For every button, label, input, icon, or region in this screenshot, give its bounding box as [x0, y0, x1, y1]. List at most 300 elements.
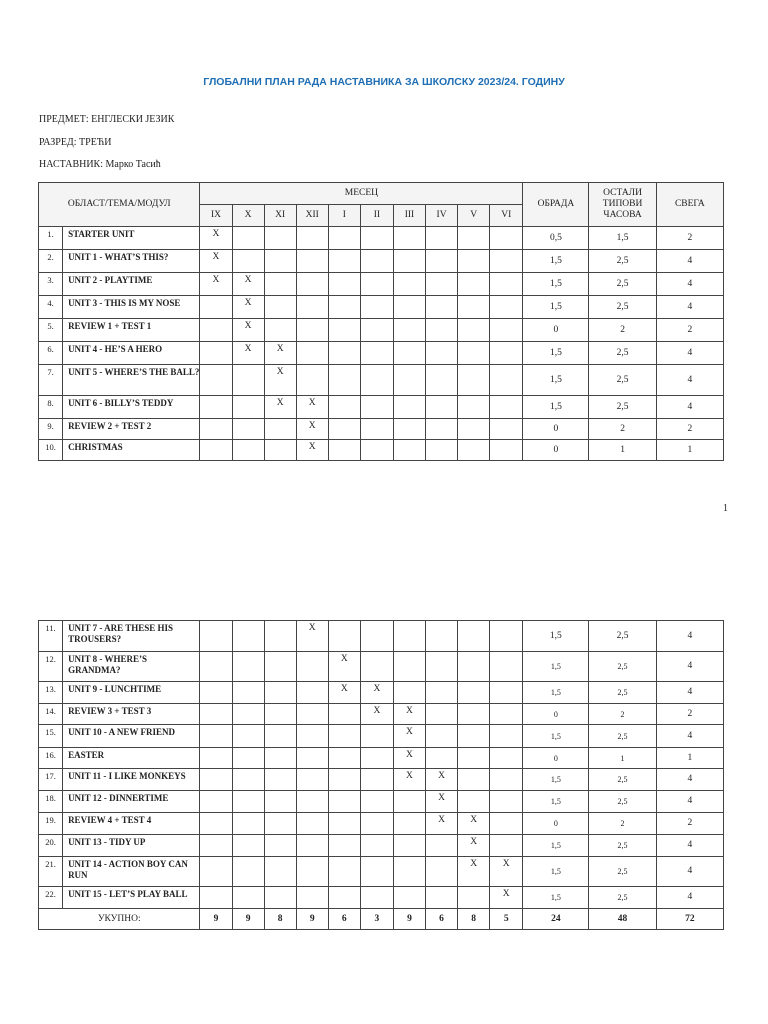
month-mark	[328, 887, 360, 909]
month-mark: X	[426, 813, 458, 835]
row-topic: REVIEW 4 + TEST 4	[63, 813, 200, 835]
month-mark	[200, 621, 232, 652]
row-number: 7.	[39, 365, 63, 396]
month-mark	[426, 835, 458, 857]
month-mark	[232, 621, 264, 652]
month-mark	[200, 791, 232, 813]
row-topic: REVIEW 1 + TEST 1	[63, 319, 200, 342]
row-ostali: 2,5	[589, 857, 656, 887]
month-mark	[296, 250, 328, 273]
month-mark	[490, 652, 523, 682]
month-mark	[328, 813, 360, 835]
month-mark	[426, 419, 458, 440]
row-obrada: 1,5	[523, 342, 589, 365]
month-mark: X	[200, 273, 232, 296]
row-topic: UNIT 9 - LUNCHTIME	[63, 682, 200, 704]
month-mark	[490, 813, 523, 835]
row-ostali: 2,5	[589, 296, 656, 319]
row-obrada: 0	[523, 704, 589, 725]
row-ostali: 2	[589, 813, 656, 835]
total-month: 8	[458, 909, 490, 930]
month-mark	[200, 296, 232, 319]
row-obrada: 0	[523, 748, 589, 769]
total-label: УКУПНО:	[39, 909, 200, 930]
row-svega: 1	[656, 748, 723, 769]
row-svega: 4	[656, 769, 723, 791]
row-svega: 4	[656, 342, 723, 365]
month-mark: X	[296, 440, 328, 461]
grade-line: РАЗРЕД: ТРЕЋИ	[39, 137, 112, 148]
total-month: 9	[232, 909, 264, 930]
total-month: 5	[490, 909, 523, 930]
month-mark	[264, 748, 296, 769]
month-mark	[232, 887, 264, 909]
total-month: 8	[264, 909, 296, 930]
month-mark	[360, 621, 393, 652]
row-svega: 4	[656, 652, 723, 682]
row-svega: 2	[656, 227, 723, 250]
row-ostali: 2,5	[589, 621, 656, 652]
row-obrada: 0,5	[523, 227, 589, 250]
month-mark	[360, 296, 393, 319]
row-svega: 1	[656, 440, 723, 461]
row-number: 1.	[39, 227, 63, 250]
month-mark	[264, 250, 296, 273]
month-mark	[200, 769, 232, 791]
month-mark	[458, 791, 490, 813]
header-month-iii: III	[393, 205, 425, 227]
row-topic: UNIT 8 - WHERE’S GRANDMA?	[63, 652, 200, 682]
row-svega: 4	[656, 273, 723, 296]
header-month-x: X	[232, 205, 264, 227]
table-row	[39, 887, 724, 909]
row-topic: STARTER UNIT	[63, 227, 200, 250]
month-mark	[296, 227, 328, 250]
table-row	[39, 725, 724, 748]
row-svega: 4	[656, 682, 723, 704]
month-mark	[328, 250, 360, 273]
row-svega: 4	[656, 365, 723, 396]
row-topic: UNIT 14 - ACTION BOY CAN RUN	[63, 857, 200, 887]
month-mark	[232, 250, 264, 273]
row-obrada: 1,5	[523, 273, 589, 296]
row-number: 15.	[39, 725, 63, 748]
month-mark	[458, 396, 490, 419]
month-mark	[296, 813, 328, 835]
row-obrada: 1,5	[523, 835, 589, 857]
month-mark	[264, 682, 296, 704]
month-mark	[393, 887, 425, 909]
month-mark	[426, 365, 458, 396]
row-obrada: 0	[523, 319, 589, 342]
row-topic: UNIT 5 - WHERE’S THE BALL?	[63, 365, 200, 396]
row-obrada: 1,5	[523, 725, 589, 748]
month-mark	[426, 396, 458, 419]
month-mark	[426, 748, 458, 769]
month-mark	[458, 682, 490, 704]
month-mark	[458, 748, 490, 769]
row-number: 21.	[39, 857, 63, 887]
month-mark	[328, 791, 360, 813]
month-mark	[458, 621, 490, 652]
total-ostali: 48	[589, 909, 656, 930]
row-ostali: 2,5	[589, 342, 656, 365]
header-obrada: ОБРАДА	[523, 183, 589, 227]
month-mark	[264, 725, 296, 748]
month-mark	[200, 419, 232, 440]
row-number: 8.	[39, 396, 63, 419]
month-mark	[458, 250, 490, 273]
month-mark	[360, 725, 393, 748]
month-mark	[296, 857, 328, 887]
month-mark	[200, 813, 232, 835]
month-mark	[328, 342, 360, 365]
row-obrada: 1,5	[523, 621, 589, 652]
month-mark: X	[232, 319, 264, 342]
table-row	[39, 748, 724, 769]
month-mark	[393, 652, 425, 682]
month-mark	[393, 621, 425, 652]
month-mark	[264, 440, 296, 461]
total-svega: 72	[656, 909, 723, 930]
month-mark	[393, 857, 425, 887]
month-mark	[426, 250, 458, 273]
row-ostali: 1	[589, 440, 656, 461]
header-month-ix: IX	[200, 205, 232, 227]
plan-table-part-1	[38, 182, 724, 461]
row-number: 3.	[39, 273, 63, 296]
month-mark	[393, 396, 425, 419]
month-mark	[296, 365, 328, 396]
month-mark	[360, 319, 393, 342]
month-mark: X	[328, 682, 360, 704]
row-topic: UNIT 3 - THIS IS MY NOSE	[63, 296, 200, 319]
row-number: 13.	[39, 682, 63, 704]
month-mark	[264, 296, 296, 319]
table-row	[39, 296, 724, 319]
table-row	[39, 835, 724, 857]
month-mark	[393, 342, 425, 365]
month-mark	[458, 887, 490, 909]
month-mark: X	[393, 725, 425, 748]
table-row	[39, 857, 724, 887]
month-mark: X	[264, 365, 296, 396]
month-mark	[264, 791, 296, 813]
month-mark	[200, 835, 232, 857]
month-mark	[232, 682, 264, 704]
table-row	[39, 319, 724, 342]
header-topic: ОБЛАСТ/ТЕМА/МОДУЛ	[39, 183, 200, 227]
row-obrada: 1,5	[523, 857, 589, 887]
month-mark	[458, 365, 490, 396]
table-row	[39, 396, 724, 419]
row-obrada: 1,5	[523, 682, 589, 704]
month-mark	[360, 652, 393, 682]
month-mark	[200, 887, 232, 909]
month-mark	[296, 791, 328, 813]
row-svega: 4	[656, 791, 723, 813]
row-obrada: 0	[523, 440, 589, 461]
month-mark	[393, 813, 425, 835]
row-svega: 2	[656, 319, 723, 342]
month-mark	[426, 682, 458, 704]
month-mark	[232, 396, 264, 419]
month-mark	[458, 227, 490, 250]
row-ostali: 2,5	[589, 396, 656, 419]
month-mark	[328, 227, 360, 250]
teacher-line: НАСТАВНИК: Марко Тасић	[39, 159, 161, 170]
month-mark: X	[232, 342, 264, 365]
month-mark	[360, 365, 393, 396]
table-row	[39, 621, 724, 652]
row-number: 11.	[39, 621, 63, 652]
header-month-xi: XI	[264, 205, 296, 227]
row-topic: CHRISTMAS	[63, 440, 200, 461]
month-mark	[458, 319, 490, 342]
month-mark	[426, 725, 458, 748]
header-month-ii: II	[360, 205, 393, 227]
month-mark	[296, 835, 328, 857]
month-mark	[490, 342, 523, 365]
table-row	[39, 273, 724, 296]
month-mark	[264, 857, 296, 887]
row-topic: UNIT 2 - PLAYTIME	[63, 273, 200, 296]
header-svega: СВЕГА	[656, 183, 723, 227]
month-mark: X	[393, 769, 425, 791]
month-mark	[232, 748, 264, 769]
month-mark	[232, 769, 264, 791]
row-number: 18.	[39, 791, 63, 813]
month-mark	[393, 296, 425, 319]
row-ostali: 2,5	[589, 250, 656, 273]
row-ostali: 1	[589, 748, 656, 769]
month-mark	[490, 725, 523, 748]
month-mark	[264, 227, 296, 250]
total-month: 9	[393, 909, 425, 930]
month-mark	[232, 791, 264, 813]
month-mark	[458, 440, 490, 461]
month-mark	[328, 296, 360, 319]
month-mark	[393, 227, 425, 250]
month-mark: X	[490, 887, 523, 909]
row-ostali: 2,5	[589, 887, 656, 909]
row-topic: UNIT 11 - I LIKE MONKEYS	[63, 769, 200, 791]
row-obrada: 1,5	[523, 365, 589, 396]
month-mark: X	[360, 682, 393, 704]
plan-table-part-2	[38, 620, 724, 930]
month-mark	[426, 857, 458, 887]
month-mark	[490, 682, 523, 704]
month-mark	[328, 704, 360, 725]
month-mark: X	[393, 748, 425, 769]
month-mark	[426, 273, 458, 296]
row-ostali: 1,5	[589, 227, 656, 250]
row-number: 14.	[39, 704, 63, 725]
month-mark	[393, 440, 425, 461]
row-obrada: 1,5	[523, 250, 589, 273]
month-mark	[328, 725, 360, 748]
month-mark	[232, 227, 264, 250]
table-row	[39, 250, 724, 273]
row-ostali: 2,5	[589, 273, 656, 296]
subject-line: ПРЕДМЕТ: ЕНГЛЕСКИ ЈЕЗИК	[39, 114, 175, 125]
month-mark	[360, 769, 393, 791]
month-mark	[296, 887, 328, 909]
month-mark	[328, 365, 360, 396]
table-row	[39, 342, 724, 365]
row-ostali: 2,5	[589, 769, 656, 791]
month-mark	[426, 652, 458, 682]
month-mark	[426, 296, 458, 319]
row-number: 5.	[39, 319, 63, 342]
month-mark	[490, 791, 523, 813]
month-mark	[360, 396, 393, 419]
row-obrada: 1,5	[523, 791, 589, 813]
month-mark	[490, 835, 523, 857]
month-mark: X	[458, 813, 490, 835]
month-mark: X	[296, 621, 328, 652]
row-svega: 2	[656, 419, 723, 440]
table-row	[39, 227, 724, 250]
month-mark: X	[232, 273, 264, 296]
month-mark	[458, 704, 490, 725]
month-mark	[200, 342, 232, 365]
row-ostali: 2	[589, 419, 656, 440]
row-obrada: 1,5	[523, 396, 589, 419]
row-topic: REVIEW 3 + TEST 3	[63, 704, 200, 725]
month-mark	[393, 273, 425, 296]
row-topic: UNIT 4 - HE’S A HERO	[63, 342, 200, 365]
month-mark	[200, 440, 232, 461]
row-topic: UNIT 7 - ARE THESE HIS TROUSERS?	[63, 621, 200, 652]
month-mark	[393, 365, 425, 396]
row-obrada: 0	[523, 813, 589, 835]
month-mark	[393, 419, 425, 440]
total-row	[39, 909, 724, 930]
month-mark	[232, 835, 264, 857]
row-obrada: 1,5	[523, 652, 589, 682]
month-mark	[200, 725, 232, 748]
row-obrada: 0	[523, 419, 589, 440]
month-mark	[490, 250, 523, 273]
month-mark	[200, 365, 232, 396]
month-mark	[393, 319, 425, 342]
month-mark	[360, 857, 393, 887]
month-mark	[490, 748, 523, 769]
row-ostali: 2,5	[589, 791, 656, 813]
month-mark: X	[328, 652, 360, 682]
row-obrada: 1,5	[523, 769, 589, 791]
month-mark	[360, 250, 393, 273]
row-ostali: 2,5	[589, 835, 656, 857]
month-mark: X	[426, 791, 458, 813]
row-svega: 2	[656, 813, 723, 835]
total-month: 6	[328, 909, 360, 930]
month-mark	[360, 227, 393, 250]
month-mark	[328, 419, 360, 440]
month-mark	[232, 704, 264, 725]
table-row	[39, 704, 724, 725]
month-mark	[200, 704, 232, 725]
month-mark	[296, 319, 328, 342]
row-topic: REVIEW 2 + TEST 2	[63, 419, 200, 440]
month-mark	[426, 319, 458, 342]
table-row	[39, 365, 724, 396]
row-number: 6.	[39, 342, 63, 365]
month-mark	[296, 704, 328, 725]
row-topic: UNIT 12 - DINNERTIME	[63, 791, 200, 813]
month-mark: X	[200, 227, 232, 250]
month-mark	[296, 296, 328, 319]
month-mark: X	[458, 857, 490, 887]
month-mark	[360, 748, 393, 769]
month-mark	[393, 682, 425, 704]
month-mark	[232, 652, 264, 682]
month-mark	[458, 296, 490, 319]
table-row	[39, 440, 724, 461]
month-mark	[490, 440, 523, 461]
month-mark	[232, 725, 264, 748]
month-mark	[458, 342, 490, 365]
month-mark	[426, 621, 458, 652]
total-obrada: 24	[523, 909, 589, 930]
month-mark	[490, 769, 523, 791]
row-number: 12.	[39, 652, 63, 682]
row-ostali: 2	[589, 704, 656, 725]
month-mark	[264, 319, 296, 342]
row-svega: 4	[656, 621, 723, 652]
month-mark	[296, 342, 328, 365]
month-mark	[264, 419, 296, 440]
month-mark	[296, 769, 328, 791]
month-mark	[232, 857, 264, 887]
row-topic: UNIT 6 - BILLY’S TEDDY	[63, 396, 200, 419]
month-mark	[296, 748, 328, 769]
row-ostali: 2,5	[589, 682, 656, 704]
month-mark: X	[426, 769, 458, 791]
month-mark	[490, 419, 523, 440]
header-month-iv: IV	[426, 205, 458, 227]
month-mark: X	[393, 704, 425, 725]
month-mark	[360, 791, 393, 813]
month-mark	[328, 396, 360, 419]
total-month: 9	[296, 909, 328, 930]
month-mark	[328, 440, 360, 461]
month-mark	[200, 319, 232, 342]
month-mark	[426, 342, 458, 365]
month-mark	[360, 887, 393, 909]
row-number: 17.	[39, 769, 63, 791]
month-mark	[232, 813, 264, 835]
month-mark: X	[490, 857, 523, 887]
table-row	[39, 813, 724, 835]
month-mark	[200, 748, 232, 769]
row-number: 20.	[39, 835, 63, 857]
month-mark	[232, 419, 264, 440]
month-mark	[264, 704, 296, 725]
month-mark	[264, 769, 296, 791]
month-mark	[360, 813, 393, 835]
header-month-i: I	[328, 205, 360, 227]
month-mark	[426, 227, 458, 250]
month-mark	[458, 725, 490, 748]
month-mark	[490, 621, 523, 652]
row-svega: 4	[656, 396, 723, 419]
month-mark	[490, 396, 523, 419]
table-row	[39, 682, 724, 704]
page-title: ГЛОБАЛНИ ПЛАН РАДА НАСТАВНИКА ЗА ШКОЛСКУ 2023/24. ГОДИНУ	[203, 76, 565, 88]
row-topic: EASTER	[63, 748, 200, 769]
